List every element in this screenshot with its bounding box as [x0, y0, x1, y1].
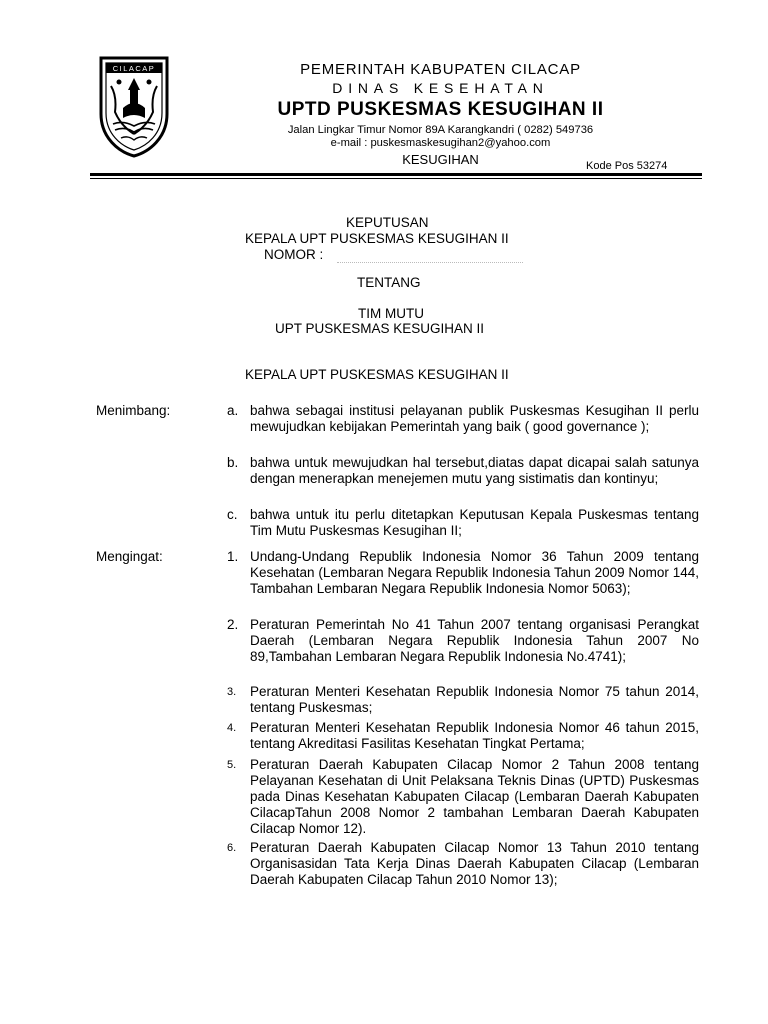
list-text: Undang-Undang Republik Indonesia Nomor 36 Tahun 2009 tentang Kesehatan (Lembaran Negara Republik Indonesia Tahun 2009 Nomor 144, Tambahan Lembaran Negara Republik Indonesia Nomor 5063);: [250, 549, 699, 596]
address-line: Jalan Lingkar Timur Nomor 89A Karangkandri ( 0282) 549736: [287, 124, 594, 136]
list-text: Peraturan Daerah Kabupaten Cilacap Nomor 13 Tahun 2010 tentang Organisasidan Tata Kerja Dinas Daerah Kabupaten Cilacap (Lembaran Daerah Kabupaten Cilacap Tahun 2010 Nomor 13);: [250, 840, 699, 887]
list-marker: 4.: [227, 722, 237, 734]
list-text: Peraturan Menteri Kesehatan Republik Indonesia Nomor 46 tahun 2015, tentang Akreditasi Fasilitas Kesehatan Tingkat Pertama;: [250, 720, 699, 751]
recalling-label: Mengingat:: [96, 549, 163, 564]
department-name: DINAS KESEHATAN: [332, 80, 549, 96]
list-marker: 1.: [227, 549, 239, 564]
list-text: Peraturan Daerah Kabupaten Cilacap Nomor 2 Tahun 2008 tentang Pelayanan Kesehatan di Unit Pelaksana Teknis Dinas (UPTD) Puskesmas pada Dinas Kesehatan Kabupaten Cilacap (Lembaran Daerah Kabupaten CilacapTahun 2008 Nomor 2 tambahan Lembaran Daerah Kabupaten Cilacap Nomor 12).: [250, 757, 699, 836]
list-marker: c.: [227, 507, 238, 522]
issuer-heading: KEPALA UPT PUSKESMAS KESUGIHAN II: [245, 367, 509, 382]
letterhead-divider-thick: [90, 173, 702, 176]
list-marker: b.: [227, 455, 239, 470]
list-text: Peraturan Pemerintah No 41 Tahun 2007 tentang organisasi Perangkat Daerah (Lembaran Negara Republik Indonesia Tahun 2007 No 89,Tambahan Lembaran Negara Republik Indonesia No.4741);: [250, 617, 699, 664]
subject-title: TIM MUTU: [358, 306, 424, 321]
list-text: bahwa untuk itu perlu ditetapkan Keputusan Kepala Puskesmas tentang Tim Mutu Puskesmas Kesugihan II;: [250, 507, 699, 538]
logo-banner-text: CILACAP: [112, 64, 156, 73]
cilacap-emblem-logo: [97, 56, 171, 158]
postal-code: Kode Pos 53274: [586, 160, 668, 172]
list-text: bahwa untuk mewujudkan hal tersebut,diatas dapat dicapai salah satunya dengan menerapkan menejemen mutu yang sistimatis dan kontinyu;: [250, 455, 699, 486]
list-marker: 6.: [227, 842, 237, 854]
email-line: e-mail : puskesmaskesugihan2@yahoo.com: [330, 137, 551, 149]
decree-heading: KEPUTUSAN: [346, 215, 429, 230]
city-line: KESUGIHAN: [402, 152, 479, 167]
decree-number-label: NOMOR :: [264, 247, 324, 262]
decree-issuer: KEPALA UPT PUSKESMAS KESUGIHAN II: [245, 231, 509, 246]
considering-label: Menimbang:: [96, 403, 171, 418]
list-text: Peraturan Menteri Kesehatan Republik Indonesia Nomor 75 tahun 2014, tentang Puskesmas;: [250, 684, 699, 715]
about-heading: TENTANG: [357, 275, 421, 290]
letterhead-divider-thin: [90, 178, 702, 179]
government-name: PEMERINTAH KABUPATEN CILACAP: [300, 61, 581, 78]
decree-number-blank: [337, 262, 523, 263]
list-text: bahwa sebagai institusi pelayanan publik Puskesmas Kesugihan II perlu mewujudkan kebijakan Pemerintah yang baik ( good governance );: [250, 403, 699, 434]
list-marker: 3.: [227, 686, 237, 698]
letterhead-text: [238, 61, 643, 168]
subject-unit: UPT PUSKESMAS KESUGIHAN II: [275, 321, 485, 336]
list-marker: 5.: [227, 759, 237, 771]
list-marker: 2.: [227, 617, 239, 632]
list-marker: a.: [227, 403, 239, 418]
institution-name: UPTD PUSKESMAS KESUGIHAN II: [277, 99, 604, 120]
